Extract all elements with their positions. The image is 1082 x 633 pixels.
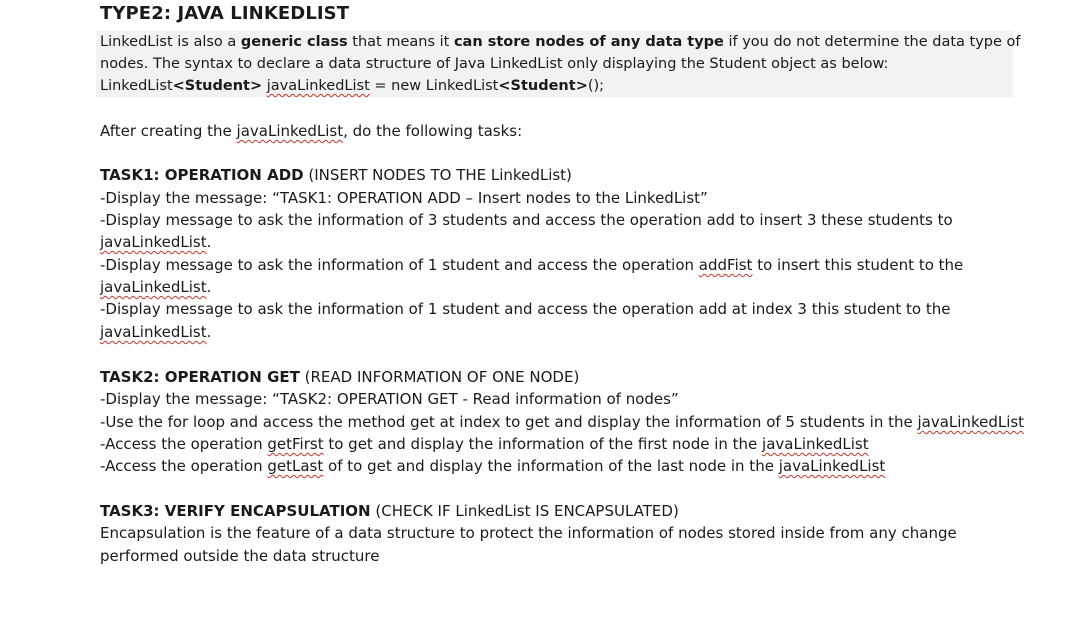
period: .: [206, 323, 212, 341]
task2-heading-rest: (READ INFORMATION OF ONE NODE): [299, 368, 580, 386]
intro-bold-text: generic class: [240, 34, 348, 50]
task2-line-4: [100, 456, 885, 476]
task1-heading-bold: TASK1: OPERATION ADD: [100, 166, 304, 184]
after-text: , do the following tasks:: [343, 122, 523, 140]
spellcheck-word: javaLinkedList: [917, 413, 1025, 431]
spellcheck-word: getLast: [267, 457, 324, 475]
task2-text: to get and display the information of the first node in the: [323, 435, 763, 453]
code-text: = new LinkedList: [369, 78, 499, 94]
intro-text: if you do not determine the data type of: [723, 34, 1021, 50]
task3-line-2: performed outside the data structure: [100, 547, 380, 565]
task2-text: of to get and display the information of the last node in the: [323, 457, 779, 475]
intro-text: that means it: [347, 34, 454, 50]
task1-heading-rest: (INSERT NODES TO THE LinkedList): [303, 166, 572, 184]
intro-line-1: [100, 32, 1020, 52]
spellcheck-word: javaLinkedList: [100, 278, 207, 296]
task2-text: -Access the operation: [100, 435, 268, 453]
task3-heading: [100, 501, 679, 521]
code-text: LinkedList: [100, 78, 173, 94]
document-title: TYPE2: JAVA LINKEDLIST: [100, 3, 350, 24]
after-creating-line: [100, 121, 522, 141]
spellcheck-word: javaLinkedList: [236, 122, 344, 140]
task3-line-1: Encapsulation is the feature of a data structure to protect the information of nodes stored inside from any change: [100, 524, 957, 542]
task1-text: -Display message to ask the information of 1 student and access the operation: [100, 256, 699, 274]
task1-line-6: -Display message to ask the information of 1 student and access the operation add at index 3 this student to the: [100, 300, 951, 318]
intro-line-3-code: [100, 76, 604, 96]
task2-line-1: -Display the message: “TASK2: OPERATION GET - Read information of nodes”: [100, 390, 679, 408]
task1-text: to insert this student to the: [752, 256, 964, 274]
task1-line-4: [100, 255, 963, 275]
task1-line-5: [100, 277, 211, 297]
task2-heading: [100, 367, 579, 387]
spellcheck-word: javaLinkedList: [762, 435, 869, 453]
code-text: ();: [587, 78, 605, 94]
task2-text: -Use the for loop and access the method get at index to get and display the information of 5 students in the: [100, 413, 918, 431]
intro-line-2: nodes. The syntax to declare a data structure of Java LinkedList only displaying the Student object as below:: [100, 56, 889, 72]
spellcheck-word: getFirst: [267, 435, 324, 453]
spellcheck-word: javaLinkedList: [778, 457, 886, 475]
period: .: [206, 278, 212, 296]
task2-text: -Access the operation: [100, 457, 268, 475]
task3-heading-bold: TASK3: VERIFY ENCAPSULATION: [100, 502, 371, 520]
spellcheck-word: addFist: [698, 256, 753, 274]
intro-text: LinkedList is also a: [100, 34, 241, 50]
task3-heading-rest: (CHECK IF LinkedList IS ENCAPSULATED): [370, 502, 679, 520]
spellcheck-word: javaLinkedList: [266, 78, 370, 94]
task1-heading: [100, 165, 572, 185]
task1-line-3: [100, 232, 211, 252]
intro-bold-text: can store nodes of any data type: [453, 34, 724, 50]
period: .: [206, 233, 212, 251]
task1-line-7: [100, 322, 211, 342]
task1-line-2: -Display message to ask the information of 3 students and access the operation add to insert 3 these students to: [100, 211, 953, 229]
task2-line-3: [100, 434, 869, 454]
code-bold-text: <Student>: [172, 78, 263, 94]
task2-heading-bold: TASK2: OPERATION GET: [100, 368, 300, 386]
code-bold-text: <Student>: [498, 78, 588, 94]
task1-line-1: -Display the message: “TASK1: OPERATION ADD – Insert nodes to the LinkedList”: [100, 189, 708, 207]
after-text: After creating the: [100, 122, 237, 140]
spellcheck-word: javaLinkedList: [100, 323, 207, 341]
spellcheck-word: javaLinkedList: [100, 233, 207, 251]
task2-line-2: [100, 412, 1024, 432]
